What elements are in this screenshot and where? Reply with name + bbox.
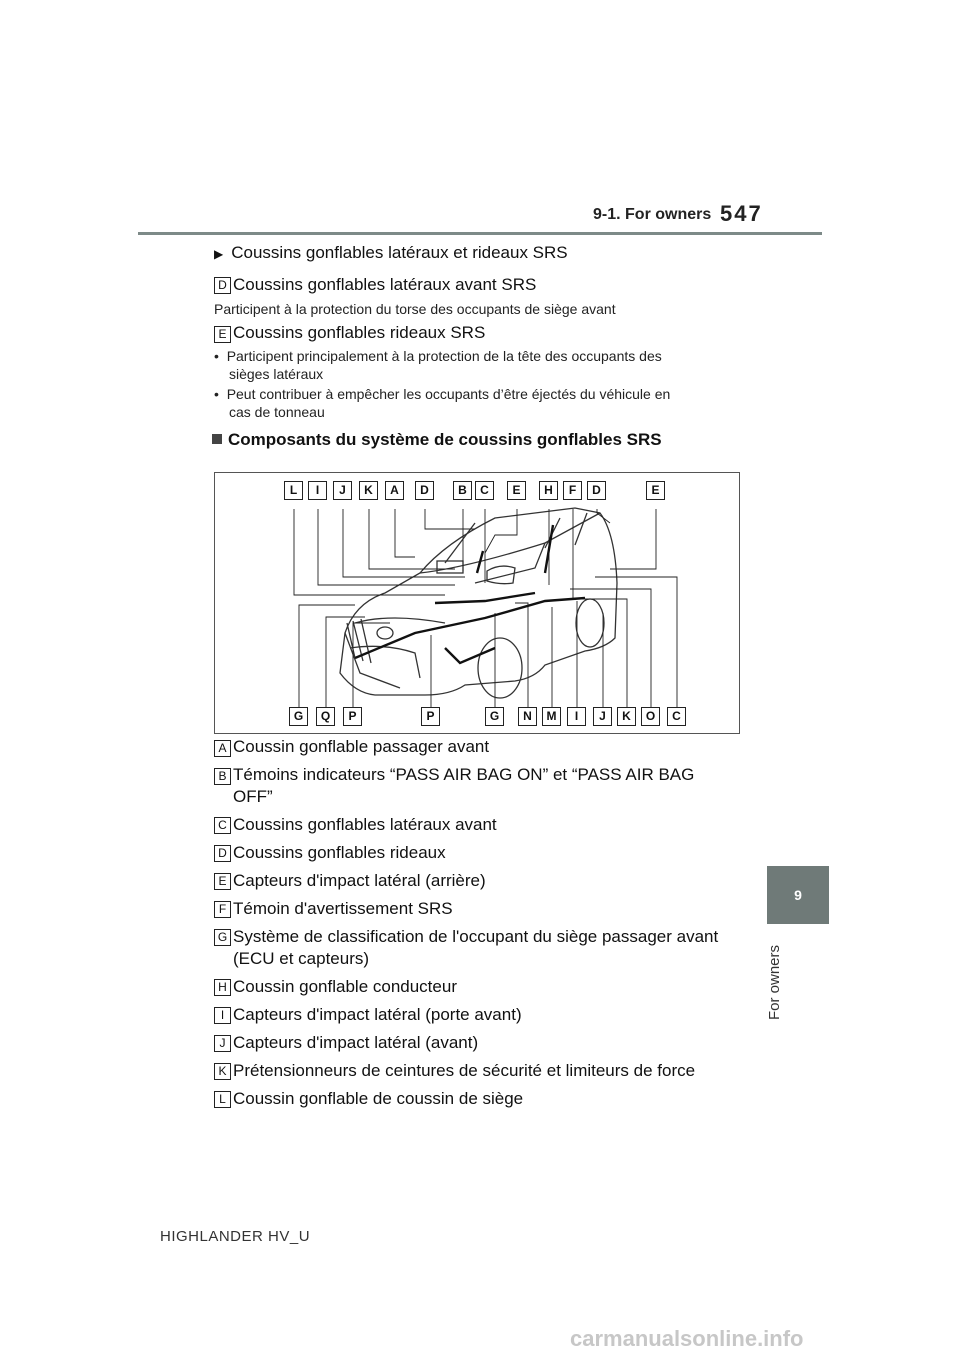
legend-badge-d: D — [214, 845, 231, 862]
legend-text-h: Coussin gonflable conducteur — [233, 977, 457, 996]
legend-text-f: Témoin d'avertissement SRS — [233, 899, 453, 918]
legend-badge-e: E — [214, 873, 231, 890]
legend-text-e: Capteurs d'impact latéral (arrière) — [233, 871, 486, 890]
model-footer: HIGHLANDER HV_U — [160, 1228, 311, 1245]
diagram-label: Q — [316, 707, 335, 726]
legend-badge-a: A — [214, 740, 231, 757]
legend-badge-h: H — [214, 979, 231, 996]
legend-text-i: Capteurs d'impact latéral (porte avant) — [233, 1005, 522, 1024]
diagram-label: A — [385, 481, 404, 500]
components-heading: Composants du système de coussins gonflables SRS — [212, 430, 662, 450]
diagram-label: O — [641, 707, 660, 726]
legend-badge-b: B — [214, 768, 231, 785]
diagram-label: C — [667, 707, 686, 726]
triangle-bullet-icon: ▶ — [214, 247, 224, 261]
legend-badge-c: C — [214, 817, 231, 834]
bullet-1: • Participent principalement à la protection de la tête des occupants des — [214, 348, 662, 364]
item-title-e: Coussins gonflables rideaux SRS — [233, 323, 486, 342]
legend-text-g-cont: (ECU et capteurs) — [233, 949, 370, 968]
diagram-label: E — [646, 481, 665, 500]
legend-badge-f: F — [214, 901, 231, 918]
diagram-label: B — [453, 481, 472, 500]
legend-text-b-cont: OFF” — [233, 787, 273, 806]
legend-badge-k: K — [214, 1063, 231, 1080]
legend-text-d: Coussins gonflables rideaux — [233, 843, 446, 862]
legend-text-a: Coussin gonflable passager avant — [233, 737, 490, 756]
diagram-label: D — [415, 481, 434, 500]
legend-text-g: Système de classification de l'occupant du siège passager avant — [233, 927, 719, 946]
diagram-label: E — [507, 481, 526, 500]
section-title: 9-1. For owners — [593, 206, 712, 223]
bullet-2: • Peut contribuer à empêcher les occupants d’être éjectés du véhicule en — [214, 386, 671, 402]
diagram-label: I — [308, 481, 327, 500]
legend-badge-i: I — [214, 1007, 231, 1024]
chapter-label: For owners — [766, 944, 783, 1020]
bullet-1-cont: sièges latéraux — [229, 366, 324, 382]
watermark: carmanualsonline.info — [570, 1326, 804, 1351]
diagram-label: I — [567, 707, 586, 726]
diagram-label: H — [539, 481, 558, 500]
legend-text-c: Coussins gonflables latéraux avant — [233, 815, 497, 834]
diagram-label: G — [485, 707, 504, 726]
page-number: 547 — [720, 201, 763, 226]
diagram-label: D — [587, 481, 606, 500]
chapter-tab[interactable] — [767, 866, 829, 924]
diagram-label: P — [421, 707, 440, 726]
diagram-label: G — [289, 707, 308, 726]
diagram-label: K — [359, 481, 378, 500]
diagram-label: K — [617, 707, 636, 726]
legend-badge-g: G — [214, 929, 231, 946]
legend-badge-j: J — [214, 1035, 231, 1052]
diagram-label: C — [475, 481, 494, 500]
legend-badge-l: L — [214, 1091, 231, 1108]
diagram-label: J — [333, 481, 352, 500]
diagram-label: J — [593, 707, 612, 726]
badge-d: D — [214, 277, 231, 294]
diagram-label: M — [542, 707, 561, 726]
diagram-label: L — [284, 481, 303, 500]
diagram-label: N — [518, 707, 537, 726]
legend-text-b: Témoins indicateurs “PASS AIR BAG ON” et “PASS AIR BAG — [233, 765, 695, 784]
header-divider — [138, 232, 822, 235]
diagram-label: P — [343, 707, 362, 726]
badge-e: E — [214, 326, 231, 343]
chapter-number: 9 — [794, 887, 802, 903]
diagram-label: F — [563, 481, 582, 500]
item-desc-d: Participent à la protection du torse des occupants de siège avant — [214, 301, 616, 317]
bullet-2-cont: cas de tonneau — [229, 404, 325, 420]
legend-text-j: Capteurs d'impact latéral (avant) — [233, 1033, 479, 1052]
subsection-heading: ▶ Coussins gonflables latéraux et rideaux SRS — [214, 243, 568, 262]
airbag-diagram — [214, 472, 740, 734]
square-bullet-icon — [212, 434, 222, 444]
item-title-d: Coussins gonflables latéraux avant SRS — [233, 275, 537, 294]
legend-text-k: Prétensionneurs de ceintures de sécurité et limiteurs de force — [233, 1061, 696, 1080]
legend-text-l: Coussin gonflable de coussin de siège — [233, 1089, 524, 1108]
vehicle-illustration — [215, 473, 739, 733]
